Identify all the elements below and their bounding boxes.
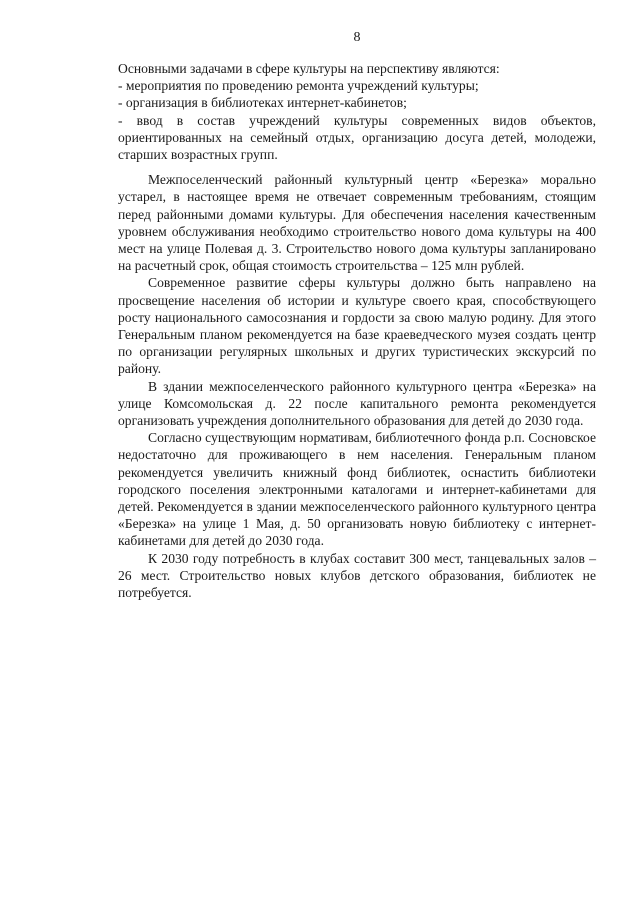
task-item-3: - ввод в состав учреждений культуры современных видов объектов, ориентированных на семейный отдых, организацию досуга детей, молодежи, старших возрастных групп. [118, 112, 596, 163]
paragraph-district-center: Межпоселенческий районный культурный центр «Березка» морально устарел, в настоящее время не отвечает современным требованиям, стоящим перед районными домами культуры. Для обеспечения населения качественным уровнем обслуживания необходимо строительство нового дома культуры на 400 мест на улице Полевая д. 3. Строительство нового дома культуры запланировано на расчетный срок, общая стоимость строительства – 125 млн рублей. [118, 172, 596, 274]
task-item-1: - мероприятия по проведению ремонта учреждений культуры; [118, 78, 479, 94]
task-item-2: - организация в библиотеках интернет-кабинетов; [118, 95, 407, 111]
paragraph-additional-education: В здании межпоселенческого районного культурного центра «Березка» на улице Комсомольская д. 22 после капитального ремонта рекомендуется организовать учреждения дополнительного образования для детей до 2030 года. [118, 378, 596, 429]
paragraph-library: Согласно существующим нормативам, библиотечного фонда р.п. Сосновское недостаточно для проживающего в нем населения. Генеральным планом рекомендуется увеличить книжный фонд библиотек, оснастить библиотеки городского поселения электронными каталогами и интернет-кабинетами для детей. Рекомендуется в здании межпоселенческого районного культурного центра «Березка» на улице 1 Мая, д. 50 организовать новую библиотеку с интернет-кабинетами для детей до 2030 года. [118, 430, 596, 549]
tasks-intro: Основными задачами в сфере культуры на перспективу являются: [118, 61, 500, 76]
paragraph-2030-needs: К 2030 году потребность в клубах составит 300 мест, танцевальных залов – 26 мест. Строительство новых клубов детского образования, библиотек не потребуется. [118, 550, 596, 601]
spacer [118, 163, 596, 171]
paragraph-museum: Современное развитие сферы культуры должно быть направлено на просвещение населения об истории и культуре своего края, способствующего росту национального самосознания и гордости за свою малую родину. Для этого Генеральным планом рекомендуется на базе краеведческого музея создать центр по организации регулярных школьных и других туристических экскурсий по району. [118, 275, 596, 377]
page-number: 8 [353, 30, 361, 45]
